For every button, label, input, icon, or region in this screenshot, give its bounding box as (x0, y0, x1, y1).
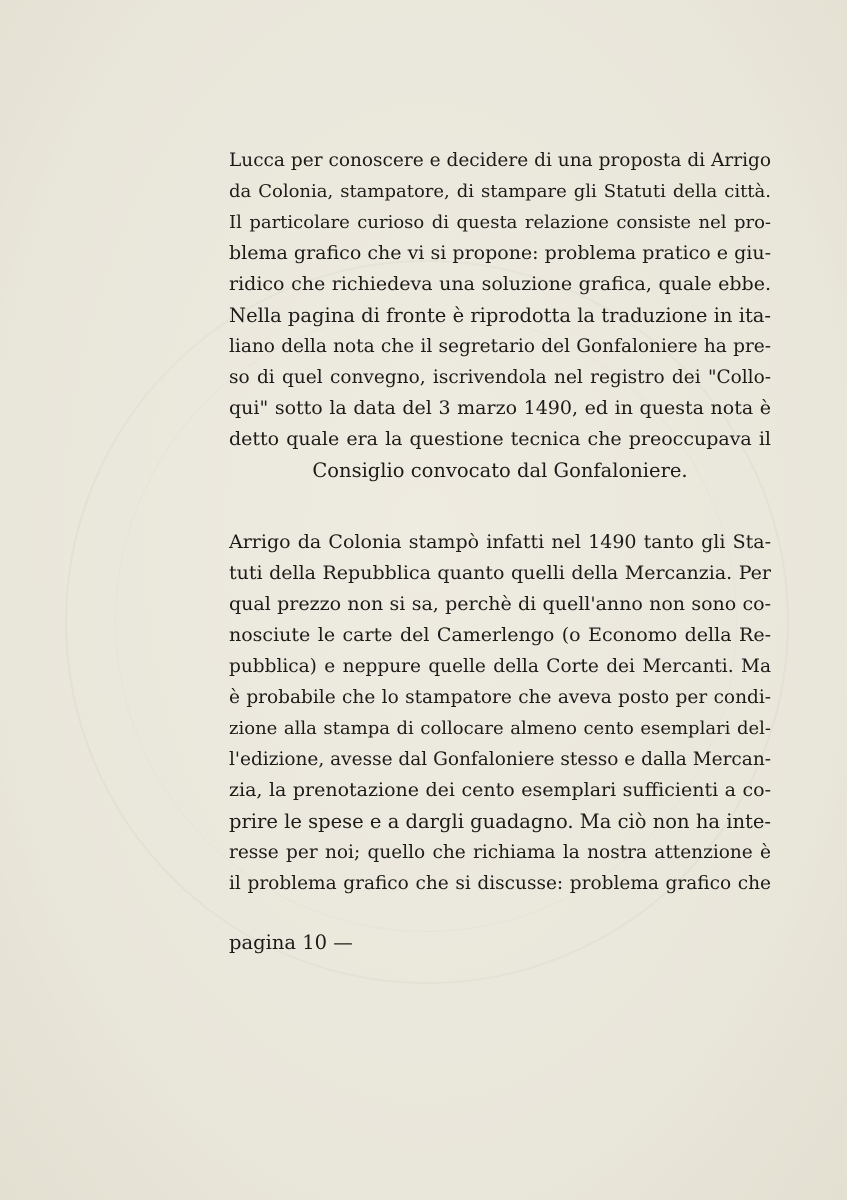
text-line: resse per noi; quello che richiama la nostra attenzione è (229, 842, 771, 863)
text-line: ridico che richiedeva una soluzione grafica, quale ebbe. (229, 273, 771, 295)
text-line: da Colonia, stampatore, di stampare gli Statuti della città. (229, 181, 771, 202)
text-line: tuti della Repubblica quanto quelli della Mercanzia. Per (229, 562, 771, 584)
text-line: so di quel convegno, iscrivendola nel registro dei "Collo- (229, 367, 771, 388)
text-line: il problema grafico che si discusse: problema grafico che (229, 873, 771, 894)
text-line: Il particolare curioso di questa relazione consiste nel pro- (229, 212, 771, 233)
text-line: l'edizione, avesse dal Gonfaloniere stesso e dalla Mercan- (229, 749, 771, 770)
page-number: pagina 10 — (229, 931, 353, 954)
text-line: qui" sotto la data del 3 marzo 1490, ed in questa nota è (229, 397, 771, 419)
text-line: pubblica) e neppure quelle della Corte dei Mercanti. Ma (229, 656, 771, 677)
text-line: Lucca per conoscere e decidere di una proposta di Arrigo (229, 150, 771, 171)
text-line: nosciute le carte del Camerlengo (o Economo della Re- (229, 624, 771, 646)
text-line: liano della nota che il segretario del Gonfaloniere ha pre- (229, 336, 771, 357)
paragraph-2 (229, 527, 771, 899)
text-line: zia, la prenotazione dei cento esemplari sufficienti a co- (229, 779, 771, 801)
text-line: Nella pagina di fronte è riprodotta la traduzione in ita- (229, 304, 771, 327)
text-line: zione alla stampa di collocare almeno cento esemplari del- (229, 718, 771, 739)
paragraph-1 (229, 145, 771, 486)
text-line-centered: Consiglio convocato dal Gonfaloniere. (312, 459, 688, 482)
text-line: detto quale era la questione tecnica che preoccupava il (229, 428, 771, 450)
text-line: blema grafico che vi si propone: problema pratico e giu- (229, 242, 771, 264)
text-line: prire le spese e a dargli guadagno. Ma ciò non ha inte- (229, 810, 771, 833)
text-line: Arrigo da Colonia stampò infatti nel 1490 tanto gli Sta- (229, 531, 771, 553)
text-line: è probabile che lo stampatore che aveva posto per condi- (229, 687, 771, 708)
text-line: qual prezzo non si sa, perchè di quell'anno non sono co- (229, 593, 771, 615)
